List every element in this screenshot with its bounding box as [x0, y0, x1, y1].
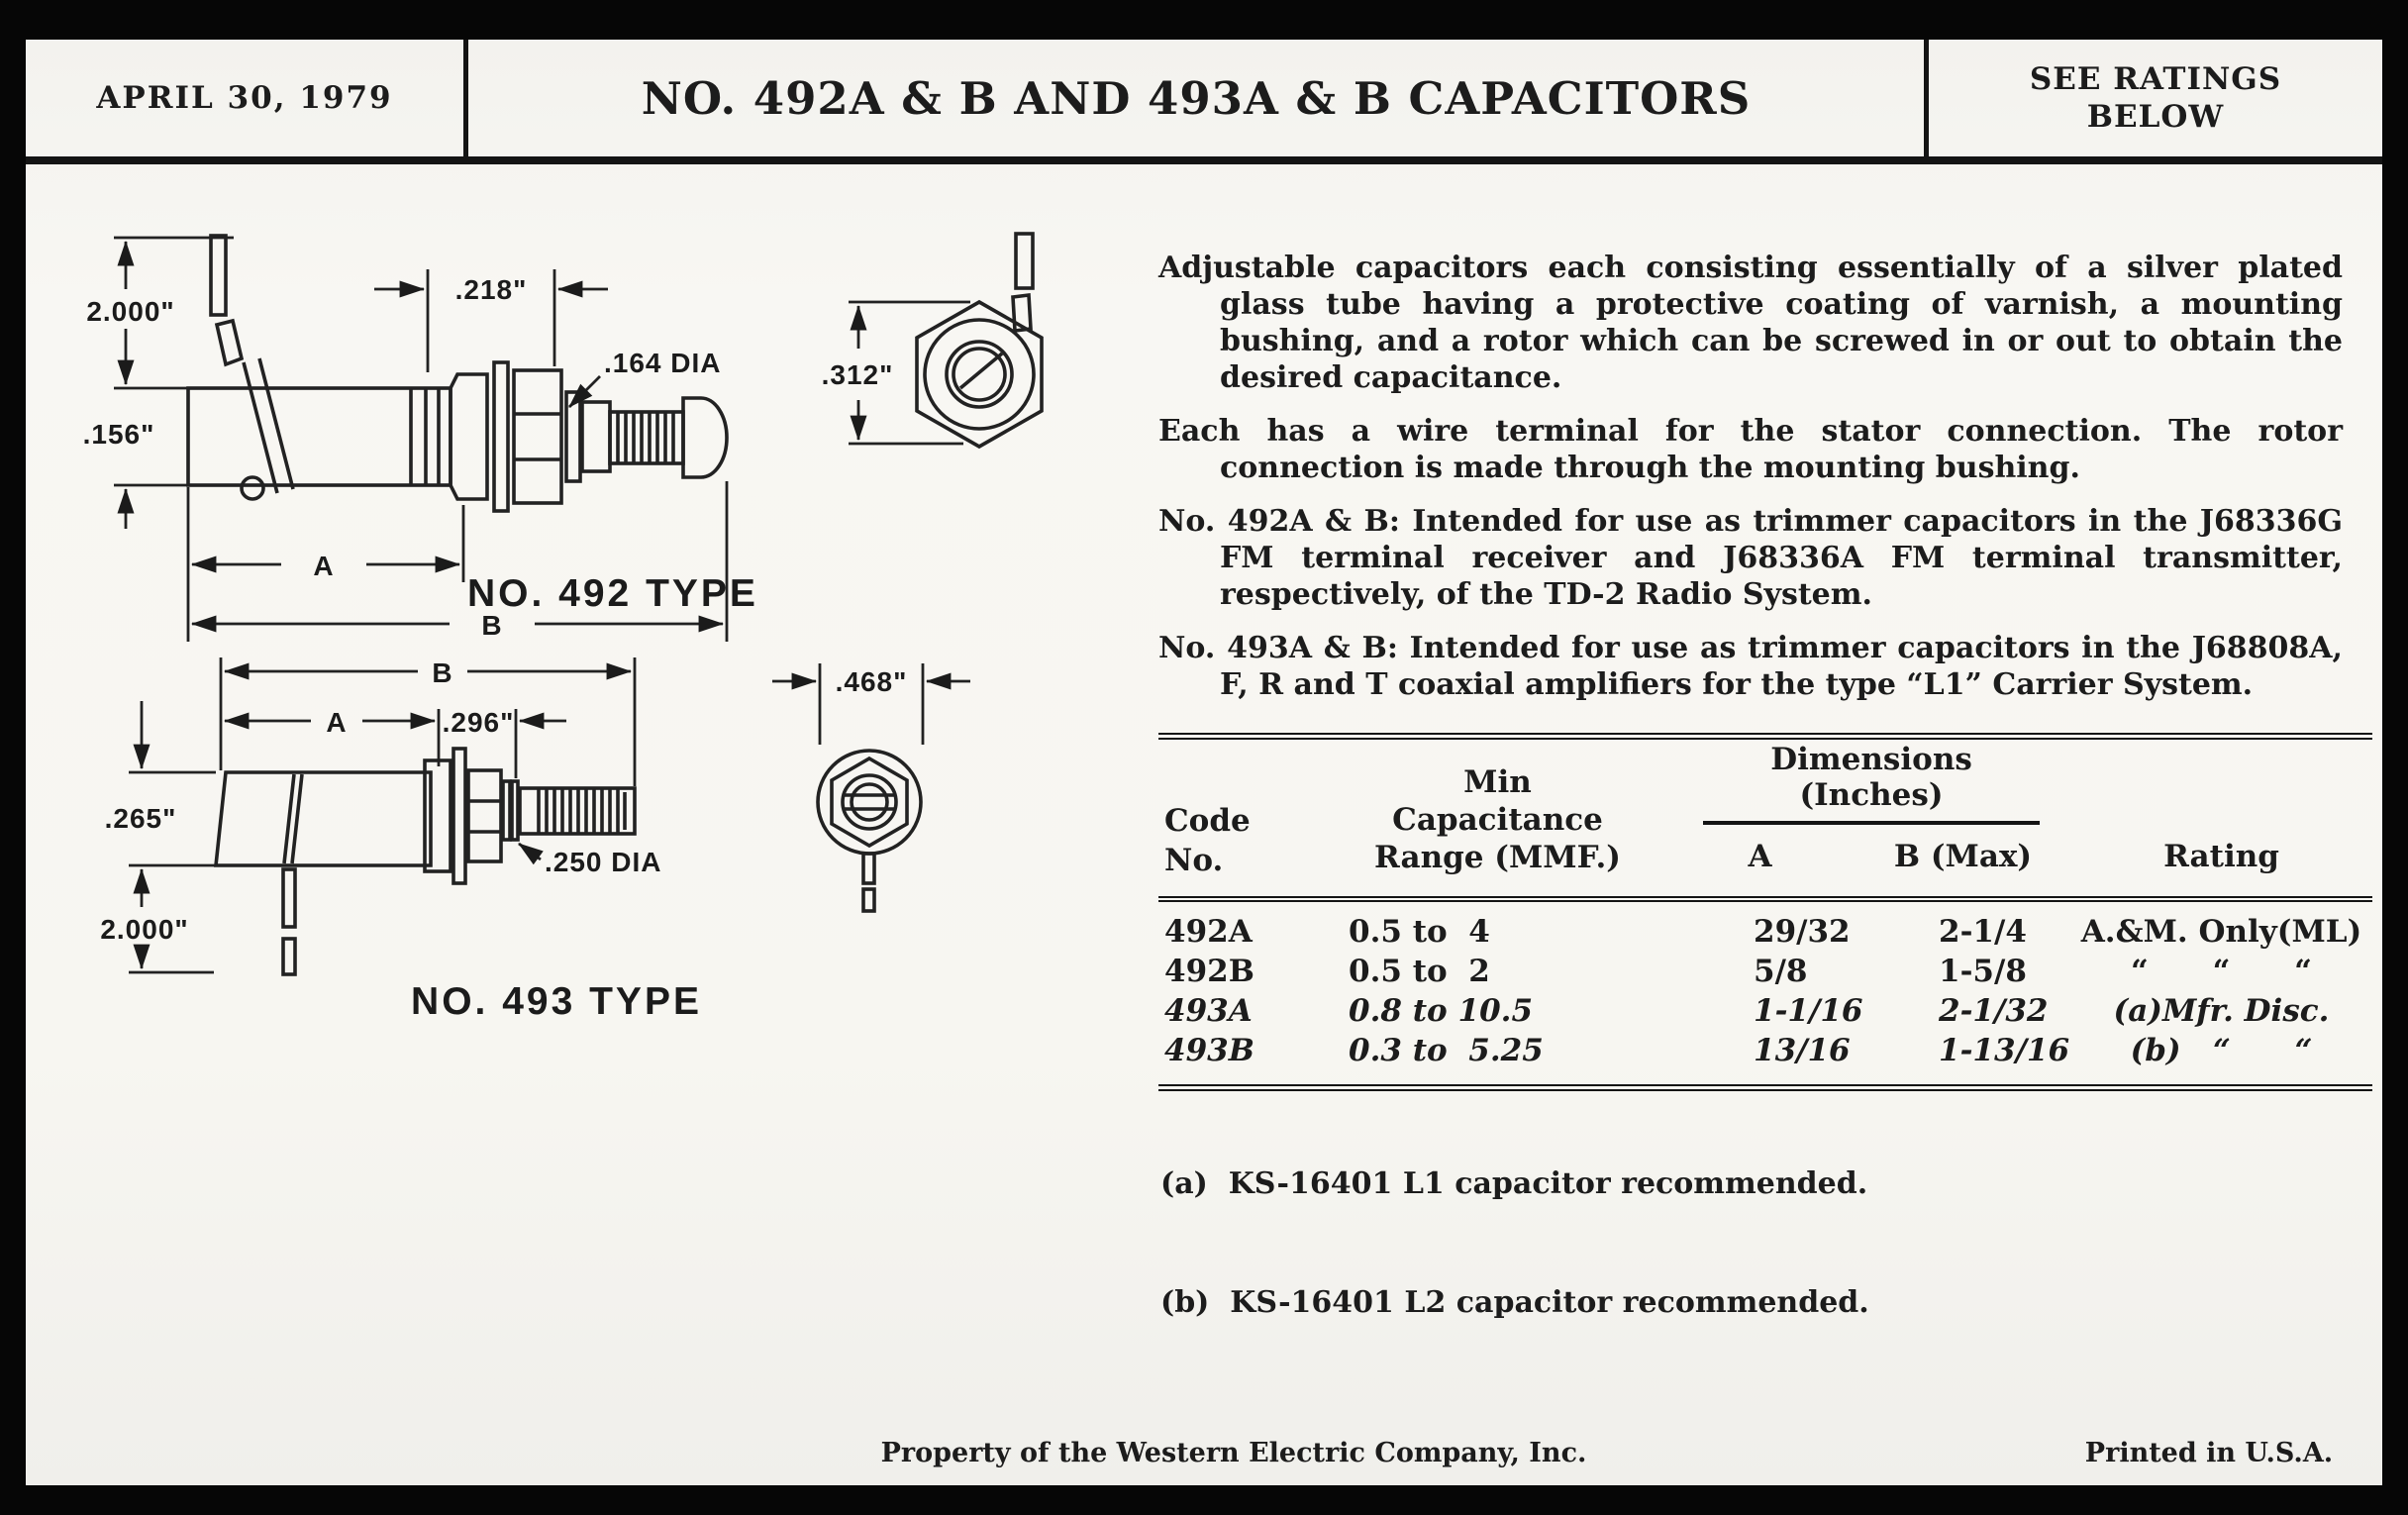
ratings-note	[1929, 40, 2382, 156]
header-date: APRIL 30, 1979	[96, 80, 393, 116]
table-row: 493B 0.3 to 5.25 13/16 1-13/16 (b) “ “	[1164, 1033, 2313, 1068]
dim-label-493-bushing: .296"	[442, 707, 515, 738]
dimensions-underline	[1703, 821, 2040, 825]
drawing-492-caption: NO. 492 TYPE	[467, 572, 758, 615]
dim-label-492-tube-dia: .156"	[82, 419, 155, 450]
dim-label-493-b: B	[432, 657, 453, 688]
dim-label-493-shaft-dia: .250 DIA	[545, 847, 662, 877]
dim-label-493-end-view: .468"	[835, 666, 908, 697]
drawing-493-caption: NO. 493 TYPE	[411, 980, 702, 1023]
column-group-dimensions: Dimensions (Inches)	[1668, 742, 2074, 825]
table-body	[1158, 902, 2372, 1084]
paragraph: Adjustable capacitors each consisting essentially of a silver plated glass tube having a protective coating of varnish, a mounting bushing, and a rotor which can be screwed in or out to obtain the desired capacitance.	[1158, 251, 2343, 395]
header	[26, 40, 2382, 156]
dim-label-492-a: A	[313, 551, 335, 581]
ratings-table	[1158, 733, 2372, 1091]
drawing-492-side-view	[83, 236, 758, 642]
dim-label-492-bushing: .218"	[454, 274, 528, 305]
column-header-rating: Rating	[2163, 839, 2279, 874]
scanned-page	[26, 40, 2382, 1485]
drawing-492-end-view	[822, 234, 1042, 447]
table-header	[1158, 740, 2372, 902]
description-text	[1158, 250, 2343, 720]
dim-label-493-a: A	[326, 707, 348, 738]
paragraph: No. 493A & B: Intended for use as trimmer capacitors in the J68808A, F, R and T coaxial amplifiers for the type “L1” Carrier System.	[1158, 631, 2343, 702]
dim-label-492-lead-length: 2.000"	[86, 296, 175, 327]
dim-label-493-lead-length: 2.000"	[100, 914, 189, 945]
column-header-a: A	[1748, 839, 1772, 874]
drawing-493-side-view	[100, 657, 702, 1023]
dim-label-492-end-view: .312"	[821, 359, 894, 390]
table-row: 492B 0.5 to 2 5/8 1-5/8 “ “ “	[1164, 954, 2312, 989]
page-title: NO. 492A & B AND 493A & B CAPACITORS	[463, 40, 1929, 156]
dim-label-492-shaft-dia: .164 DIA	[604, 348, 722, 378]
paragraph: Each has a wire terminal for the stator connection. The rotor connection is made through the mounting bushing.	[1158, 414, 2343, 485]
header-rule	[26, 156, 2382, 164]
column-header-code: Code No.	[1164, 803, 1251, 878]
footer-property-notice: Property of the Western Electric Company, Inc.	[880, 1438, 1587, 1468]
footnote: (a) KS-16401 L1 capacitor recommended.	[1160, 1166, 1868, 1201]
dim-label-492-b: B	[481, 610, 503, 641]
dim-label-493-tube-dia: .265"	[104, 803, 177, 834]
footnote: (b) KS-16401 L2 capacitor recommended.	[1160, 1285, 1869, 1320]
table-row: 492A 0.5 to 4 29/32 2-1/4 A.&M. Only(ML)	[1164, 914, 2362, 950]
column-header-b: B (Max)	[1893, 839, 2033, 874]
paragraph: No. 492A & B: Intended for use as trimmer capacitors in the J68336G FM terminal receiver and J68336A FM terminal transmitter, respectively, of the TD-2 Radio System.	[1158, 504, 2343, 612]
technical-drawings	[40, 178, 1168, 1069]
footnotes	[1160, 1085, 1869, 1402]
drawing-493-end-view	[772, 663, 970, 911]
footer-printed-notice: Printed in U.S.A.	[2084, 1438, 2334, 1468]
table-row: 493A 0.8 to 10.5 1-1/16 2-1/32 (a)Mfr. Disc.	[1164, 993, 2330, 1029]
ratings-note-line2: BELOW	[2086, 99, 2225, 135]
column-header-range: Min Capacitance Range (MMF.)	[1374, 764, 1621, 875]
ratings-note-line1: SEE RATINGS	[2029, 61, 2282, 97]
